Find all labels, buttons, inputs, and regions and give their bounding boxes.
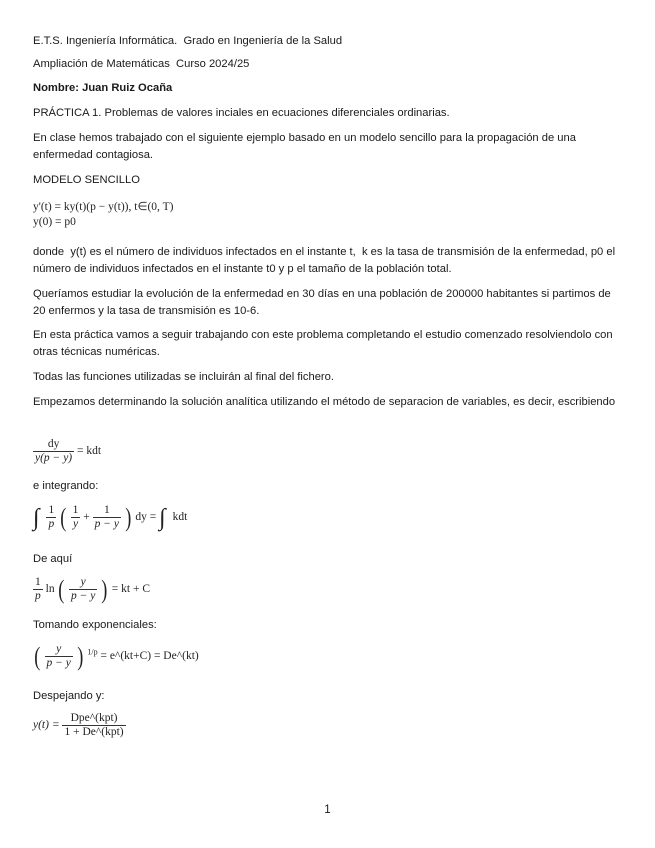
denominator: y bbox=[71, 517, 81, 531]
numerator: y bbox=[80, 576, 86, 588]
numerator: 1 bbox=[48, 504, 55, 516]
queriamos-paragraph: Queríamos estudiar la evolución de la enfermedad en 30 días en una población de 200000 habitantes si partimos de 20 enfermos y la tasa de transmisión es 10-6. bbox=[33, 288, 614, 317]
denominator: 1 + De^(kpt) bbox=[64, 726, 124, 738]
donde-paragraph: donde y(t) es el número de individuos infectados en el instante t, k es la tasa de transmisión de la enfermedad, p0 el número de individuos infectados en el instante t0 y p el tamaño de la población total. bbox=[33, 246, 619, 275]
page-number: 1 bbox=[324, 804, 331, 816]
integral-sign-left: ∫ bbox=[33, 504, 40, 531]
exponential-equation bbox=[33, 643, 199, 670]
fraction bbox=[62, 712, 125, 739]
ln-operator: ln bbox=[45, 583, 55, 596]
equation-rhs: kdt bbox=[172, 511, 188, 524]
plus-sign: + bbox=[83, 511, 90, 524]
fraction bbox=[46, 504, 56, 531]
log-equation bbox=[33, 576, 150, 603]
paren-close: ) bbox=[125, 502, 132, 532]
e-integrando-label: e integrando: bbox=[33, 480, 99, 492]
paren-open: ( bbox=[34, 641, 41, 671]
fraction bbox=[71, 504, 81, 531]
practice-title: PRÁCTICA 1. Problemas de valores inciales en ecuaciones diferenciales ordinarias. bbox=[33, 107, 450, 119]
denominator: p bbox=[48, 518, 55, 530]
model-equation-1: y'(t) = ky(t)(p − y(t)), t∈(0, T) bbox=[33, 201, 174, 213]
paren-open: ( bbox=[60, 502, 67, 532]
fraction bbox=[45, 643, 73, 670]
header-school-line: E.T.S. Ingeniería Informática. Grado en Ingeniería de la Salud bbox=[33, 35, 343, 47]
despejando-label: Despejando y: bbox=[33, 690, 105, 702]
section-heading-modelo: MODELO SENCILLO bbox=[33, 174, 140, 186]
practica-paragraph: En esta práctica vamos a seguir trabajando con este problema completando el estudio comenzado resolviendolo con otras técnicas numéricas. bbox=[33, 329, 616, 358]
equation-rhs: = e^(kt+C) = De^(kt) bbox=[100, 650, 199, 663]
denominator: y(p − y) bbox=[35, 452, 73, 464]
denominator: p bbox=[35, 590, 41, 602]
intro-paragraph: En clase hemos trabajado con el siguiente ejemplo basado en un modelo sencillo para la propagación de una enfermedad contagiosa. bbox=[33, 132, 580, 161]
denominator: p − y bbox=[94, 518, 119, 530]
denominator: p − y bbox=[71, 590, 96, 602]
header-course-line: Ampliación de Matemáticas Curso 2024/25 bbox=[33, 58, 250, 70]
exponent: 1/p bbox=[87, 647, 98, 657]
paren-open: ( bbox=[58, 574, 65, 604]
fraction bbox=[33, 438, 74, 465]
integral-equation bbox=[33, 504, 187, 531]
equation-lhs: y(t) = bbox=[33, 719, 60, 732]
numerator: Dpe^(kpt) bbox=[70, 712, 118, 724]
de-aqui-label: De aquí bbox=[33, 553, 73, 565]
numerator: y bbox=[56, 643, 62, 655]
fraction bbox=[69, 576, 97, 603]
denominator: p − y bbox=[46, 657, 71, 669]
numerator: 1 bbox=[35, 576, 41, 588]
tomando-label: Tomando exponenciales: bbox=[33, 619, 157, 631]
fraction bbox=[33, 576, 43, 603]
separation-equation bbox=[33, 438, 101, 465]
equation-rhs: = kdt bbox=[77, 445, 102, 458]
fraction bbox=[93, 504, 121, 531]
paren-close: ) bbox=[101, 574, 108, 604]
equation-rhs: = kt + C bbox=[111, 583, 151, 596]
numerator: 1 bbox=[103, 504, 110, 516]
equation-middle: dy = bbox=[135, 511, 160, 524]
paren-close: ) bbox=[77, 641, 84, 671]
todas-paragraph: Todas las funciones utilizadas se incluirán al final del fichero. bbox=[33, 371, 334, 383]
numerator: 1 bbox=[72, 504, 79, 516]
integral-sign-right: ∫ bbox=[159, 504, 166, 531]
numerator: dy bbox=[47, 438, 60, 450]
solution-equation bbox=[33, 712, 126, 739]
student-name: Nombre: Juan Ruiz Ocaña bbox=[33, 82, 173, 94]
empezamos-paragraph: Empezamos determinando la solución analítica utilizando el método de separacion de variables, es decir, escribiendo bbox=[33, 396, 616, 408]
model-equation-2: y(0) = p0 bbox=[33, 216, 76, 228]
